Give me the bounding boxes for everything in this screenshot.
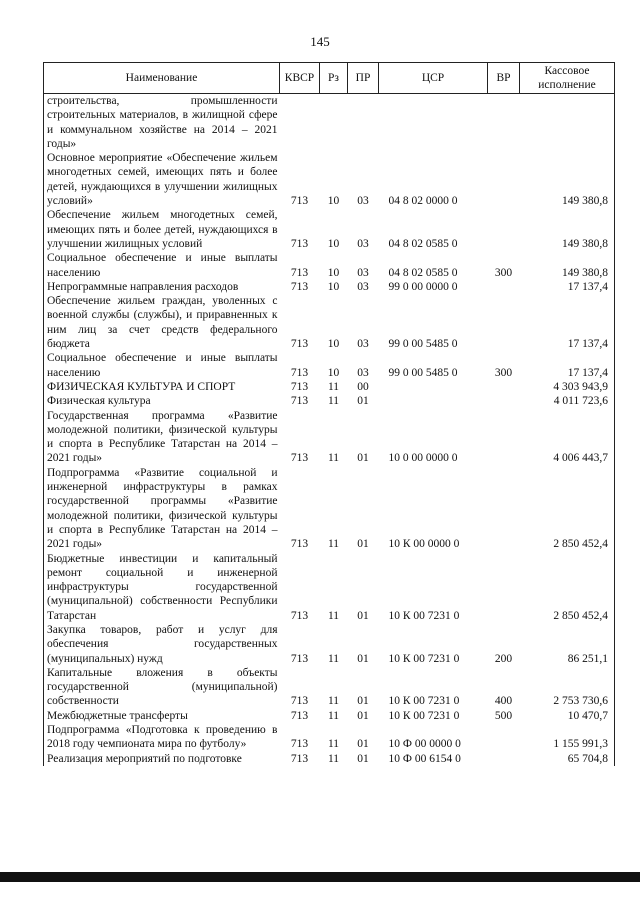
cell-name: Физическая культура — [44, 394, 280, 408]
cell-sum: 149 380,8 — [520, 208, 615, 251]
cell-kvsr: 713 — [290, 338, 309, 351]
cell-name: Государственная программа «Развитие молодежной политики, физической культуры и спорта в Республике Татарстан на 2014 – 2021 годы» — [44, 409, 280, 466]
cell-name: Социальное обеспечение и иные выплаты населению — [44, 251, 280, 280]
cell-pr: 01 — [357, 538, 369, 551]
table-row — [44, 466, 615, 552]
cell-pr — [348, 94, 379, 152]
cell-csr: 99 0 00 5485 0 — [388, 366, 458, 379]
cell-rz: 11 — [327, 452, 340, 465]
cell-vr — [488, 94, 520, 152]
cell-vr — [488, 723, 520, 752]
table-header — [44, 63, 615, 94]
cell-rz: 11 — [327, 738, 340, 751]
cell-kvsr: 713 — [290, 609, 309, 622]
table-row — [44, 552, 615, 623]
header-pr: ПР — [348, 63, 379, 94]
cell-kvsr: 713 — [290, 538, 309, 551]
cell-name: Бюджетные инвестиции и капитальный ремонт социальной и инженерной инфраструктуры государственной (муниципальной) собственности Республики Татарстан — [44, 552, 280, 623]
table-row — [44, 151, 615, 208]
table-row — [44, 666, 615, 709]
cell-pr: 01 — [357, 452, 369, 465]
header-sum — [520, 63, 615, 94]
cell-rz: 11 — [327, 609, 340, 622]
cell-pr: 01 — [357, 752, 369, 765]
cell-rz: 10 — [327, 280, 340, 293]
cell-name: Обеспечение жильем многодетных семей, имеющих пять и более детей, нуждающихся в улучшении жилищных условий — [44, 208, 280, 251]
cell-kvsr: 713 — [290, 366, 309, 379]
cell-csr: 04 8 02 0000 0 — [388, 195, 458, 208]
cell-vr: 500 — [494, 709, 513, 722]
cell-name: Реализация мероприятий по подготовке — [44, 752, 280, 766]
cell-pr: 01 — [357, 709, 369, 722]
cell-name: Основное мероприятие «Обеспечение жильем многодетных семей, имеющих пять и более детей, нуждающихся в улучшении жилищных условий» — [44, 151, 280, 208]
cell-sum: 4 303 943,9 — [520, 380, 615, 394]
cell-csr: 10 Ф 00 0000 0 — [388, 738, 461, 751]
cell-rz: 10 — [327, 366, 340, 379]
header-sum-line1: Кассовое — [544, 65, 590, 77]
cell-csr: 10 К 00 7231 0 — [388, 695, 460, 708]
cell-rz: 11 — [327, 709, 340, 722]
cell-sum: 2 850 452,4 — [520, 552, 615, 623]
table-row — [44, 394, 615, 408]
cell-name: Подпрограмма «Подготовка к проведению в 2018 году чемпионата мира по футболу» — [44, 723, 280, 752]
cell-csr: 10 К 00 7231 0 — [388, 652, 460, 665]
cell-pr: 03 — [357, 266, 369, 279]
cell-csr: 10 К 00 7231 0 — [388, 709, 460, 722]
cell-kvsr: 713 — [290, 452, 309, 465]
cell-vr — [488, 294, 520, 351]
cell-name: Капитальные вложения в объекты государственной (муниципальной) собственности — [44, 666, 280, 709]
cell-name: Непрограммные направления расходов — [44, 280, 280, 294]
cell-vr: 200 — [494, 652, 513, 665]
cell-csr: 99 0 00 0000 0 — [388, 280, 458, 293]
cell-kvsr: 713 — [290, 752, 309, 765]
cell-vr: 300 — [494, 266, 513, 279]
cell-csr: 10 0 00 0000 0 — [388, 452, 458, 465]
table-row — [44, 723, 615, 752]
cell-rz: 11 — [327, 538, 340, 551]
cell-name: Подпрограмма «Развитие социальной и инженерной инфраструктуры в рамках государственной программы «Развитие молодежной политики, физической культуры и спорта в Республике Татарстан на 2014 – 2021 годы» — [44, 466, 280, 552]
cell-rz: 11 — [327, 652, 340, 665]
cell-vr: 400 — [494, 695, 513, 708]
budget-table — [43, 62, 615, 766]
cell-rz: 10 — [327, 266, 340, 279]
cell-sum: 65 704,8 — [520, 752, 615, 766]
cell-sum: 2 850 452,4 — [520, 466, 615, 552]
table-row — [44, 294, 615, 351]
cell-csr: 04 8 02 0585 0 — [388, 266, 458, 279]
cell-kvsr: 713 — [290, 709, 309, 722]
cell-csr: 04 8 02 0585 0 — [388, 237, 458, 250]
cell-vr — [488, 380, 520, 394]
header-csr: ЦСР — [379, 63, 488, 94]
cell-sum: 4 011 723,6 — [520, 394, 615, 408]
cell-kvsr: 713 — [290, 695, 309, 708]
cell-name: Межбюджетные трансферты — [44, 709, 280, 723]
cell-pr: 03 — [357, 237, 369, 250]
cell-kvsr: 713 — [290, 395, 309, 408]
cell-vr — [488, 752, 520, 766]
header-vr: ВР — [488, 63, 520, 94]
cell-kvsr: 713 — [290, 652, 309, 665]
cell-rz: 10 — [327, 338, 340, 351]
cell-rz: 10 — [327, 195, 340, 208]
cell-kvsr: 713 — [290, 380, 309, 393]
cell-kvsr: 713 — [290, 195, 309, 208]
cell-csr: 10 Ф 00 6154 0 — [388, 752, 461, 765]
cell-pr: 03 — [357, 366, 369, 379]
cell-pr: 03 — [357, 338, 369, 351]
cell-pr: 01 — [357, 395, 369, 408]
cell-rz: 11 — [327, 695, 340, 708]
table-row — [44, 251, 615, 280]
cell-rz: 11 — [327, 395, 340, 408]
page-bottom-border — [0, 872, 640, 882]
cell-rz: 11 — [327, 380, 340, 393]
cell-csr — [379, 94, 488, 152]
cell-kvsr: 713 — [290, 280, 309, 293]
header-rz: Рз — [320, 63, 348, 94]
cell-kvsr: 713 — [290, 266, 309, 279]
cell-name: ФИЗИЧЕСКАЯ КУЛЬТУРА И СПОРТ — [44, 380, 280, 394]
cell-csr: 10 К 00 7231 0 — [388, 609, 460, 622]
cell-csr — [379, 380, 488, 394]
cell-sum: 17 137,4 — [520, 351, 615, 380]
cell-vr — [488, 394, 520, 408]
cell-csr: 99 0 00 5485 0 — [388, 338, 458, 351]
cell-vr — [488, 208, 520, 251]
cell-name: Обеспечение жильем граждан, уволенных с военной службы (службы), и приравненных к ним лиц за счет средств федерального бюджета — [44, 294, 280, 351]
cell-pr: 01 — [357, 652, 369, 665]
table-row — [44, 351, 615, 380]
cell-rz — [320, 94, 348, 152]
cell-kvsr: 713 — [290, 738, 309, 751]
cell-sum: 86 251,1 — [520, 623, 615, 666]
cell-name: Социальное обеспечение и иные выплаты населению — [44, 351, 280, 380]
cell-name: строительства, промышленности строительных материалов, в жилищной сфере и коммунальном хозяйстве на 2014 – 2021 годы» — [44, 94, 280, 152]
cell-vr — [488, 280, 520, 294]
cell-sum: 10 470,7 — [520, 709, 615, 723]
table-row — [44, 208, 615, 251]
cell-csr — [379, 394, 488, 408]
cell-pr: 00 — [357, 380, 369, 393]
cell-sum: 149 380,8 — [520, 251, 615, 280]
cell-vr — [488, 466, 520, 552]
cell-vr: 300 — [494, 366, 513, 379]
cell-sum: 17 137,4 — [520, 294, 615, 351]
cell-vr — [488, 409, 520, 466]
cell-rz: 10 — [327, 237, 340, 250]
cell-sum: 17 137,4 — [520, 280, 615, 294]
page-number: 145 — [310, 34, 330, 49]
cell-vr — [488, 151, 520, 208]
table-row — [44, 280, 615, 294]
cell-pr: 03 — [357, 195, 369, 208]
table-row — [44, 94, 615, 152]
budget-table-container — [43, 62, 614, 766]
cell-sum: 149 380,8 — [520, 151, 615, 208]
table-row — [44, 709, 615, 723]
cell-sum — [520, 94, 615, 152]
cell-kvsr — [280, 94, 320, 152]
table-row — [44, 380, 615, 394]
header-name: Наименование — [44, 63, 280, 94]
cell-vr — [488, 552, 520, 623]
cell-pr: 03 — [357, 280, 369, 293]
cell-sum: 4 006 443,7 — [520, 409, 615, 466]
cell-pr: 01 — [357, 695, 369, 708]
header-kvsr: КВСР — [280, 63, 320, 94]
cell-pr: 01 — [357, 738, 369, 751]
cell-sum: 2 753 730,6 — [520, 666, 615, 709]
table-body — [44, 94, 615, 766]
cell-sum: 1 155 991,3 — [520, 723, 615, 752]
cell-kvsr: 713 — [290, 237, 309, 250]
table-row — [44, 409, 615, 466]
cell-name: Закупка товаров, работ и услуг для обеспечения государственных (муниципальных) нужд — [44, 623, 280, 666]
cell-rz: 11 — [327, 752, 340, 765]
table-row — [44, 623, 615, 666]
cell-pr: 01 — [357, 609, 369, 622]
header-sum-line2: исполнение — [538, 79, 596, 91]
cell-csr: 10 К 00 0000 0 — [388, 538, 460, 551]
table-row — [44, 752, 615, 766]
